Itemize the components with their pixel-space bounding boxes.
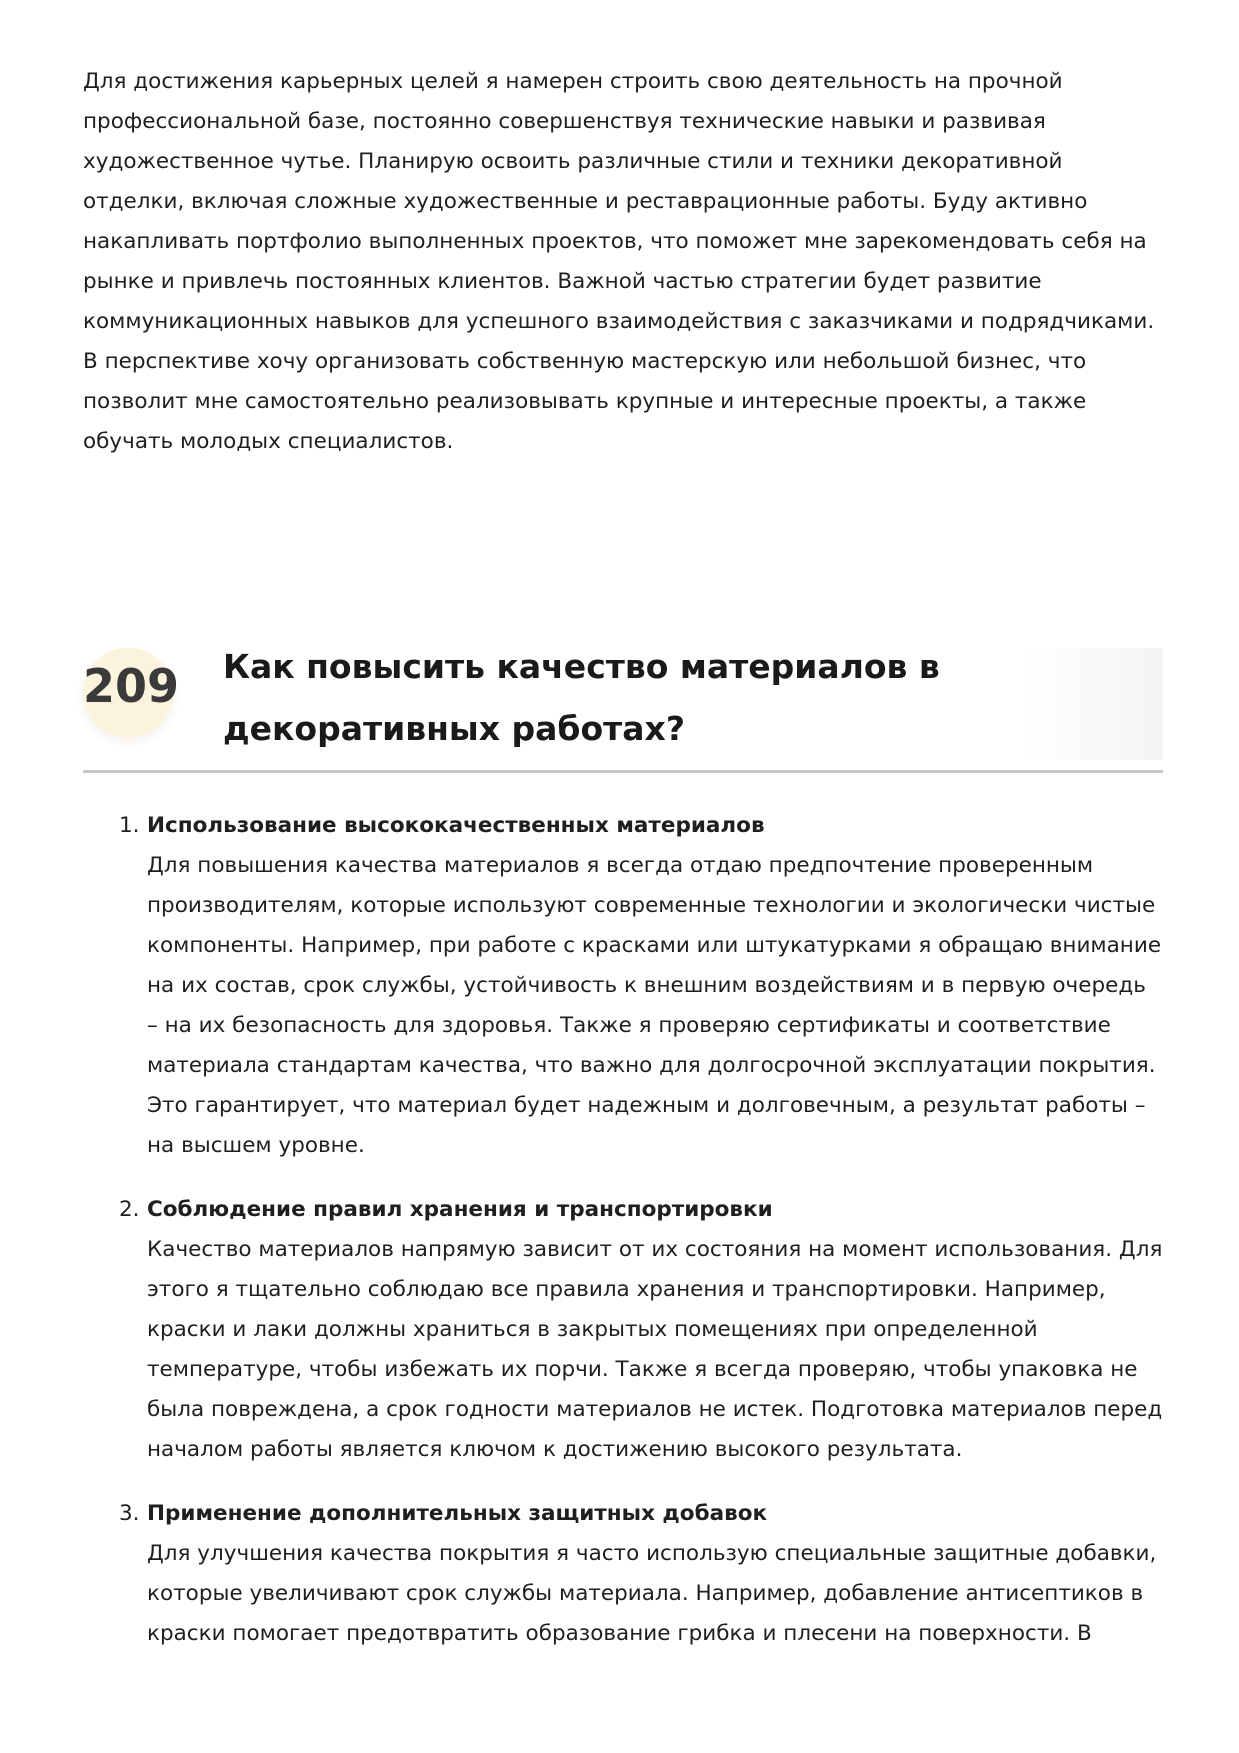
list-item bbox=[83, 1494, 1163, 1654]
intro-paragraph: Для достижения карьерных целей я намерен строить свою деятельность на прочной профессиональной базе, постоянно совершенствуя технические навыки и развивая художественное чутье. Планирую освоить различные стили и техники декоративной отделки, включая сложные художественные и реставрационные работы. Буду активно накапливать портфолио выполненных проектов, что поможет мне зарекомендовать себя на рынке и привлечь постоянных клиентов. Важной частью стратегии будет развитие коммуникационных навыков для успешного взаимодействия с заказчиками и подрядчиками. В перспективе хочу организовать собственную мастерскую или небольшой бизнес, что позволит мне самостоятельно реализовывать крупные и интересные проекты, а также обучать молодых специалистов. bbox=[83, 69, 1155, 454]
header-shade bbox=[1023, 648, 1163, 760]
list-item-text: Качество материалов напрямую зависит от их состояния на момент использования. Для этого я тщательно соблюдаю все правила хранения и транспортировки. Например, краски и лаки должны храниться в закрытых помещениях при определенной температуре, чтобы избежать их порчи. Также я всегда проверяю, чтобы упаковка не была повреждена, а срок годности материалов не истек. Подготовка материалов перед началом работы является ключом к достижению высокого результата. bbox=[147, 1237, 1163, 1462]
list-item-text: Для улучшения качества покрытия я часто использую специальные защитные добавки, которые увеличивают срок службы материала. Например, добавление антисептиков в краски помогает предотвратить образование грибка и плесени на поверхности. В bbox=[147, 1541, 1157, 1646]
list-item-title: Соблюдение правил хранения и транспортировки bbox=[147, 1197, 773, 1222]
list-item-number: 3. bbox=[119, 1501, 140, 1526]
list-item-number: 1. bbox=[119, 813, 140, 838]
list-item-number: 2. bbox=[119, 1197, 140, 1222]
list-item-title: Использование высококачественных материалов bbox=[147, 813, 765, 838]
list-item-title: Применение дополнительных защитных добавок bbox=[147, 1501, 768, 1526]
list-item bbox=[83, 1190, 1163, 1470]
numbered-list bbox=[83, 806, 1163, 1654]
section-header bbox=[83, 636, 1163, 773]
list-item bbox=[83, 806, 1163, 1166]
section-number: 209 bbox=[83, 659, 180, 713]
list-item-text: Для повышения качества материалов я всегда отдаю предпочтение проверенным производителям, которые используют современные технологии и экологически чистые компоненты. Например, при работе с красками или штукатурками я обращаю внимание на их состав, срок службы, устойчивость к внешним воздействиям и в первую очередь – на их безопасность для здоровья. Также я проверяю сертификаты и соответствие материала стандартам качества, что важно для долгосрочной эксплуатации покрытия. Это гарантирует, что материал будет надежным и долговечным, а результат работы – на высшем уровне. bbox=[147, 853, 1162, 1158]
section-title: Как повысить качество материалов в декоративных работах? bbox=[223, 647, 940, 748]
